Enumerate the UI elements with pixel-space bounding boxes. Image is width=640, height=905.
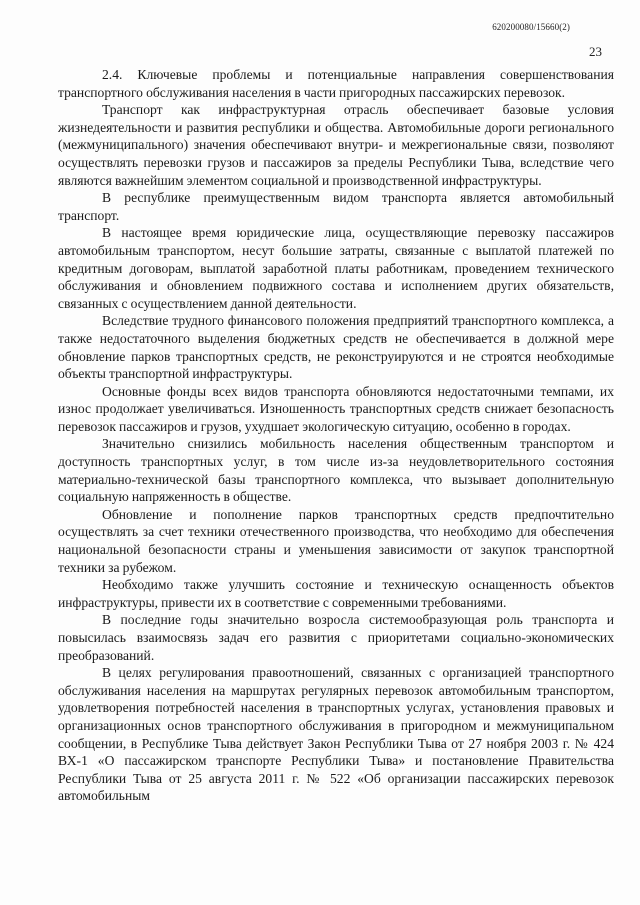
paragraph: Необходимо также улучшить состояние и техническую оснащенность объектов инфраструктуры, привести их в соответствие с современными требованиями.: [58, 577, 614, 610]
page-number: 23: [589, 44, 602, 59]
paragraph: Обновление и пополнение парков транспортных средств предпочтительно осуществлять за счет техники отечественного производства, что необходимо для обеспечения национальной безопасности страны и уменьшения зависимости от закупок транспортной техники за рубежом.: [58, 506, 614, 575]
paragraph: Транспорт как инфраструктурная отрасль обеспечивает базовые условия жизнедеятельности и развития республики и общества. Автомобильные дороги регионального (межмуниципального) значения обеспечивают внутри- и межрегиональные связи, позволяют осуществлять перевозки грузов и пассажиров за пределы Республики Тыва, вследствие чего являются важнейшим элементом социальной и производственной инфраструктуры.: [58, 102, 614, 188]
paragraph: Вследствие трудного финансового положения предприятий транспортного комплекса, а также недостаточного выделения бюджетных средств не обеспечивается в должной мере обновление парков транспортных средств, не реконструируются и не строятся необходимые объекты транспортной инфраструктуры.: [58, 313, 614, 382]
document-id: 620200080/15660(2): [492, 22, 570, 32]
paragraph: Основные фонды всех видов транспорта обновляются недостаточными темпами, их износ продолжает увеличиваться. Изношенность транспортных средств снижает безопасность перевозок пассажиров и грузов, ухудшает экологическую ситуацию, особенно в городах.: [58, 383, 614, 434]
section-heading: 2.4. Ключевые проблемы и потенциальные направления совершенствования транспортного обслуживания населения в части пригородных пассажирских перевозок.: [58, 67, 614, 100]
body-text: [58, 66, 614, 805]
paragraph: В целях регулирования правоотношений, связанных с организацией транспортного обслуживания населения на маршрутах регулярных перевозок автомобильным транспортом, удовлетворения потребностей населения в транспортных услугах, установления правовых и организационных основ транспортного обслуживания в пригородном и межмуниципальном сообщении, в Республике Тыва действует Закон Республики Тыва от 27 ноября 2003 г. № 424 ВХ-1 «О пассажирском транспорте Республики Тыва» и постановление Правительства Республики Тыва от 25 августа 2011 г. № 522 «Об организации пассажирских перевозок автомобильным: [58, 665, 614, 804]
paragraph: В республике преимущественным видом транспорта является автомобильный транспорт.: [58, 190, 614, 223]
paragraph: В настоящее время юридические лица, осуществляющие перевозку пассажиров автомобильным транспортом, несут большие затраты, связанные с выплатой платежей по кредитным договорам, выплатой заработной платы работникам, проведением технического обслуживания и обновлением подвижного состава и исполнением других обязательств, связанных с осуществлением данной деятельности.: [58, 225, 614, 311]
paragraph: Значительно снизились мобильность населения общественным транспортом и доступность транспортных услуг, в том числе из-за неудовлетворительного состояния материально-технической базы транспортного комплекса, что вызывает дополнительную социальную напряженность в обществе.: [58, 436, 614, 505]
paragraph: В последние годы значительно возросла системообразующая роль транспорта и повысилась взаимосвязь задач его развития с приоритетами социально-экономических преобразований.: [58, 612, 614, 663]
